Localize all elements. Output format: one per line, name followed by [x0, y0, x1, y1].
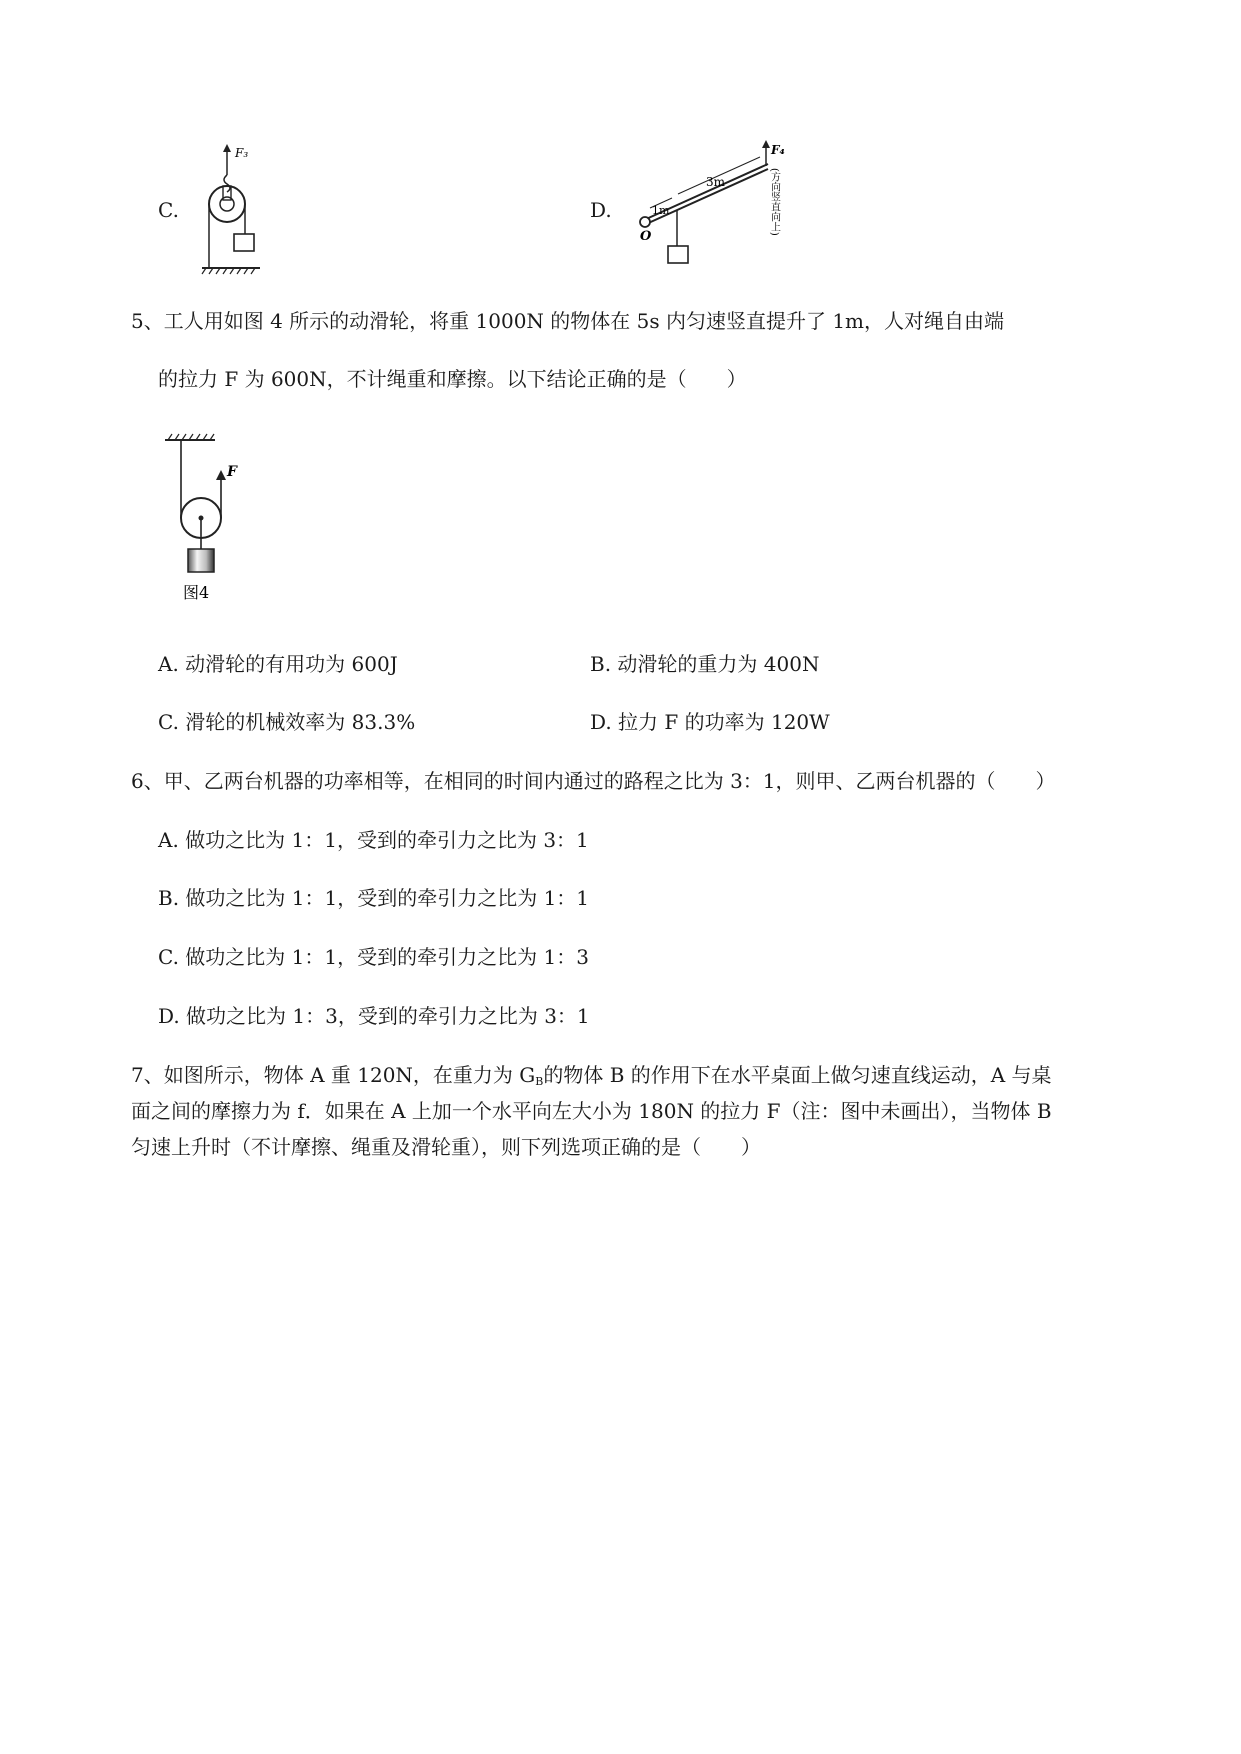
length-3m-label: 3m: [706, 175, 726, 189]
option-c-label: C.: [158, 198, 179, 222]
q5-option-a: A. 动滑轮的有用功为 600J: [158, 652, 398, 676]
q6-option-c: C. 做功之比为 1：1，受到的牵引力之比为 1：3: [158, 945, 589, 969]
force-f3-label: F₃: [235, 146, 249, 160]
q7-stem-line3: 匀速上升时（不计摩擦、绳重及滑轮重），则下列选项正确的是（ ）: [131, 1135, 761, 1159]
q6-option-a: A. 做功之比为 1：1，受到的牵引力之比为 3：1: [158, 828, 589, 852]
length-1m-label: 1m: [652, 204, 670, 217]
option-d-label: D.: [590, 198, 612, 222]
q7-stem-line1: [131, 1065, 1052, 1087]
q7-stem-line2: 面之间的摩擦力为 f．如果在 A 上加一个水平向左大小为 180N 的拉力 F（注：图中未画出），当物体 B: [131, 1099, 1052, 1123]
q7-line1-part-b: 的物体 B 的作用下在水平桌面上做匀速直线运动，A 与桌: [543, 1063, 1052, 1087]
figure-4-caption: 图4: [183, 583, 210, 602]
q5-stem-line2: 的拉力 F 为 600N，不计绳重和摩擦。以下结论正确的是（ ）: [158, 367, 747, 391]
q6-option-d: D. 做功之比为 1：3，受到的牵引力之比为 3：1: [158, 1004, 590, 1028]
force-f4-direction-note: (方向竖直向上): [768, 168, 780, 236]
q5-option-d: D. 拉力 F 的功率为 120W: [590, 710, 830, 734]
q7-line1-part-a: 7、如图所示，物体 A 重 120N，在重力为 G: [131, 1063, 536, 1087]
q5-option-b: B. 动滑轮的重力为 400N: [590, 652, 820, 676]
force-f-label: F: [227, 464, 237, 480]
fixed-pulley-figure: [196, 140, 266, 275]
movable-pulley-figure: [150, 432, 260, 607]
q7-gb-subscript: B: [535, 1075, 544, 1088]
q6-option-b: B. 做功之比为 1：1，受到的牵引力之比为 1：1: [158, 886, 590, 910]
lever-figure: [630, 138, 800, 270]
force-f4-label: F₄: [771, 143, 785, 157]
q6-stem: 6、甲、乙两台机器的功率相等，在相同的时间内通过的路程之比为 3：1，则甲、乙两台机器的（ ）: [131, 769, 1056, 793]
q5-option-c: C. 滑轮的机械效率为 83.3%: [158, 710, 416, 734]
q5-stem-line1: 5、工人用如图 4 所示的动滑轮，将重 1000N 的物体在 5s 内匀速竖直提升了 1m，人对绳自由端: [131, 309, 1005, 333]
pivot-o-label: O: [640, 229, 652, 244]
